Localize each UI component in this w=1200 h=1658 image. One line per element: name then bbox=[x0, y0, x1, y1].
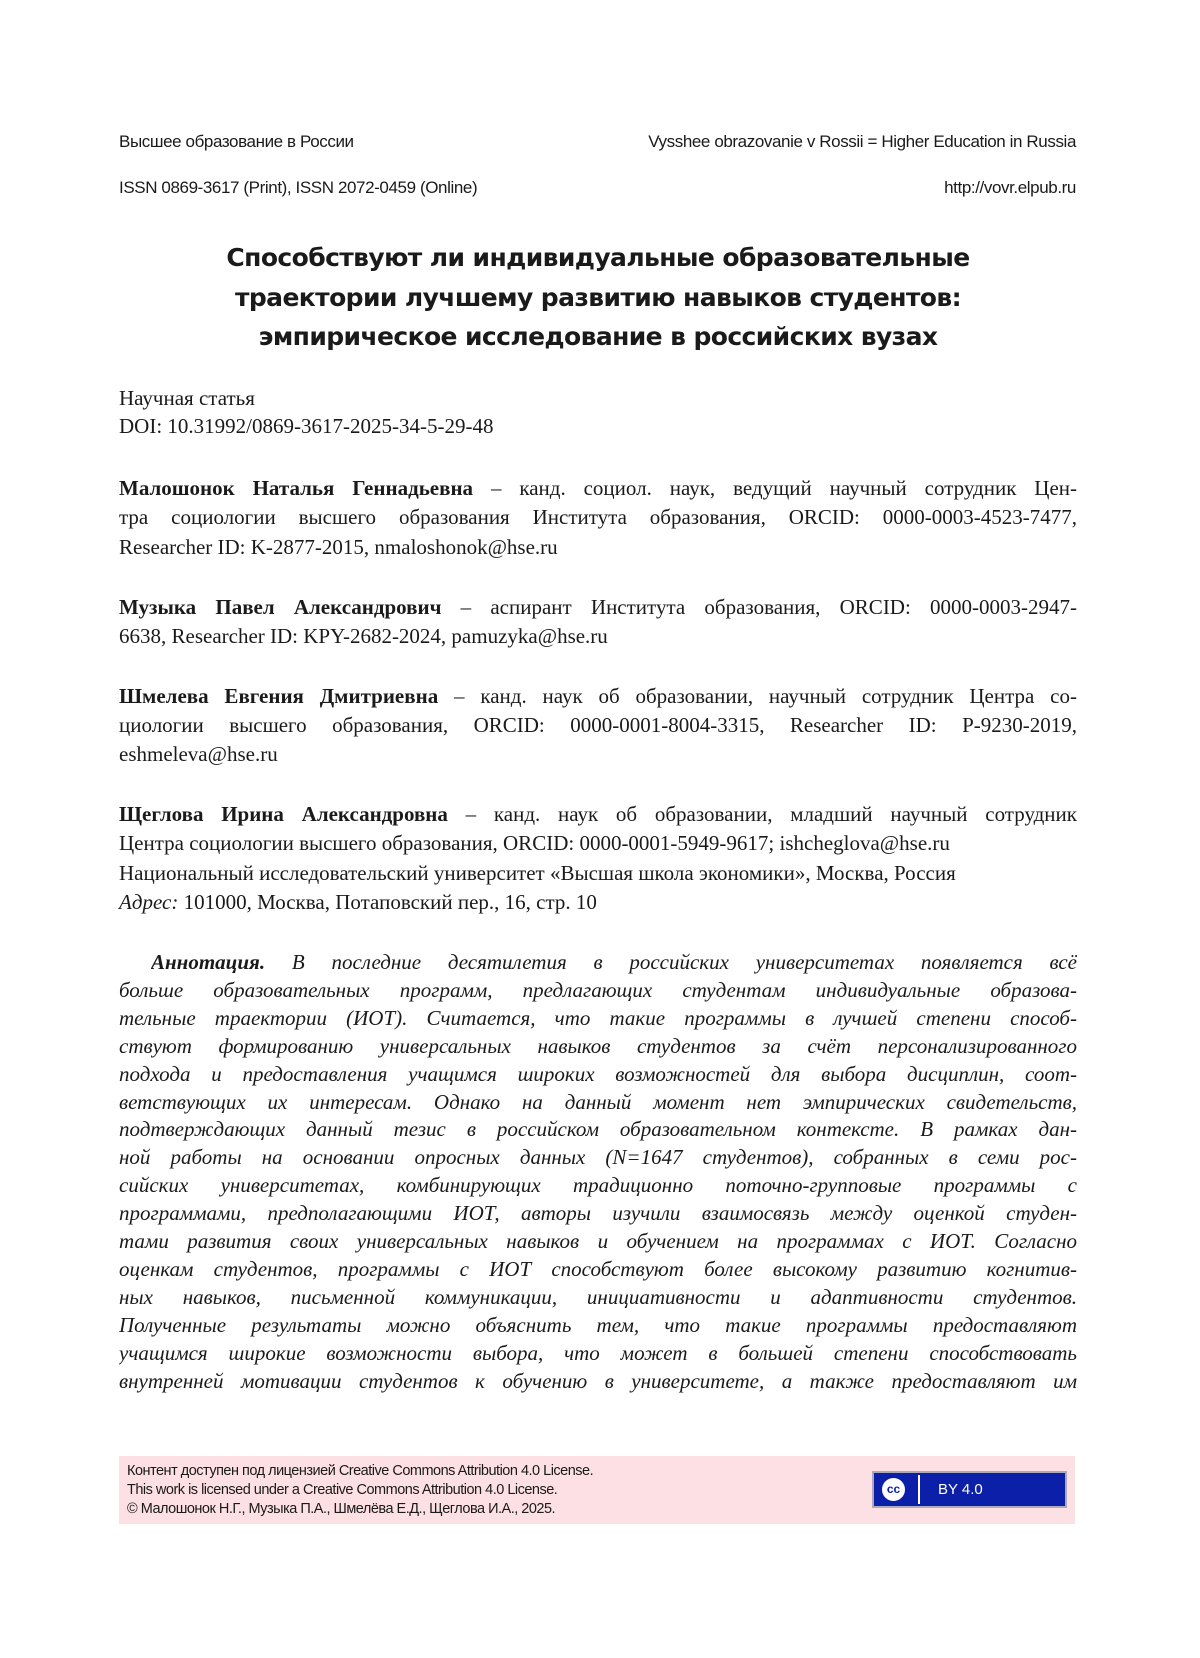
affiliation: Национальный исследовательский университет «Высшая школа экономики», Москва, Россия bbox=[119, 861, 956, 885]
author-line bbox=[119, 800, 1077, 828]
article-title-line: траектории лучшему развитию навыков студентов: bbox=[235, 283, 961, 312]
journal-url[interactable]: http://vovr.elpub.ru bbox=[944, 178, 1076, 197]
issn: ISSN 0869-3617 (Print), ISSN 2072-0459 (Online) bbox=[119, 178, 478, 197]
author-line: циологии высшего образования, ORCID: 0000-0001-8004-3315, Researcher ID: P-9230-2019, bbox=[119, 713, 1077, 737]
abstract-text: В последние десятилетия в российских университетах появляется всё bbox=[265, 950, 1077, 974]
abstract-line: Полученные результаты можно объяснить тем, что такие программы предоставляют bbox=[119, 1312, 1077, 1337]
author-info: – канд. наук об образовании, младший научный сотрудник bbox=[447, 802, 1077, 826]
abstract-line: ветствующих их интересам. Однако на данный момент нет эмпирических свидетельств, bbox=[119, 1089, 1077, 1114]
author-name: Музыка Павел Александрович bbox=[119, 595, 442, 619]
journal-title-en: Vysshee obrazovanie v Rossii = Higher Education in Russia bbox=[648, 132, 1076, 151]
abstract-line: внутренней мотивации студентов к обучению в университете, а также предоставляют им bbox=[119, 1368, 1077, 1393]
abstract-line: тельные траектории (ИОТ). Считается, что такие программы в лучшей степени способ- bbox=[119, 1005, 1077, 1030]
doi[interactable]: DOI: 10.31992/0869-3617-2025-34-5-29-48 bbox=[119, 414, 494, 438]
abstract-line: программами, предполагающими ИОТ, авторы изучили взаимосвязь между оценкой студен- bbox=[119, 1201, 1077, 1226]
author-line: Центра социологии высшего образования, ORCID: 0000-0001-5949-9617; ishcheglova@hse.ru bbox=[119, 831, 950, 855]
abstract-line: тами развития своих универсальных навыков и обучением на программах с ИОТ. Согласно bbox=[119, 1229, 1077, 1253]
author-name: Малошонок Наталья Геннадьевна bbox=[119, 476, 474, 500]
author-line: 6638, Researcher ID: KPY-2682-2024, pamuzyka@hse.ru bbox=[119, 624, 608, 648]
article-title-line: Способствуют ли индивидуальные образовательные bbox=[226, 243, 970, 272]
license-ru: Контент доступен под лицензией Creative Commons Attribution 4.0 License. bbox=[127, 1463, 594, 1479]
author-info: – канд. социол. наук, ведущий научный сотрудник Цен- bbox=[473, 476, 1077, 500]
cc-by-badge[interactable] bbox=[872, 1471, 1067, 1508]
author-line: тра социологии высшего образования Института образования, ORCID: 0000-0003-4523-7477, bbox=[119, 505, 1077, 529]
abstract-line: ных навыков, письменной коммуникации, инициативности и адаптивности студентов. bbox=[119, 1284, 1077, 1309]
badge-divider bbox=[918, 1475, 920, 1504]
author-info: – аспирант Института образования, ORCID: 0000-0003-2947- bbox=[441, 595, 1077, 619]
abstract-label: Аннотация. bbox=[151, 950, 266, 974]
author-line: Researcher ID: K-2877-2015, nmaloshonok@hse.ru bbox=[119, 535, 558, 559]
author-name: Щеглова Ирина Александровна bbox=[119, 802, 448, 826]
article-title-line: эмпирическое исследование в российских вузах bbox=[258, 322, 938, 351]
address bbox=[119, 888, 1077, 916]
abstract-line: оценкам студентов, программы с ИОТ способствуют более высокому развитию когнитив- bbox=[119, 1256, 1077, 1281]
abstract-line: ной работы на основании опросных данных (N=1647 студентов), собранных в семи рос- bbox=[119, 1145, 1077, 1170]
author-info: – канд. наук об образовании, научный сотрудник Центра со- bbox=[438, 684, 1077, 708]
address-label: Адрес: bbox=[119, 890, 179, 914]
abstract-line: подхода и предоставления учащимся широких возможностей для выбора дисциплин, соот- bbox=[119, 1061, 1077, 1086]
cc-icon: cc bbox=[880, 1476, 907, 1503]
abstract-line bbox=[151, 948, 1077, 976]
article-type: Научная статья bbox=[119, 386, 255, 410]
address-value: 101000, Москва, Потаповский пер., 16, стр. 10 bbox=[178, 890, 597, 914]
author-line bbox=[119, 474, 1077, 502]
journal-title-ru: Высшее образование в России bbox=[119, 132, 354, 151]
abstract-line: сийских университетах, комбинирующих традиционно поточно-групповые программы с bbox=[119, 1173, 1077, 1198]
license-en: This work is licensed under a Creative Commons Attribution 4.0 License. bbox=[127, 1482, 558, 1498]
badge-by-label: BY 4.0 bbox=[938, 1481, 983, 1498]
abstract-line: подтверждающих данный тезис в российском образовательном контексте. В рамках дан- bbox=[119, 1117, 1077, 1142]
author-line bbox=[119, 682, 1077, 710]
author-line: eshmeleva@hse.ru bbox=[119, 742, 278, 766]
copyright: © Малошонок Н.Г., Музыка П.А., Шмелёва Е.Д., Щеглова И.А., 2025. bbox=[127, 1501, 556, 1517]
abstract-line: учащимся широкие возможности выбора, что может в большей степени способствовать bbox=[119, 1340, 1077, 1365]
author-line bbox=[119, 593, 1077, 621]
abstract-line: больше образовательных программ, предлагающих студентам индивидуальные образова- bbox=[119, 977, 1077, 1002]
abstract-line: ствуют формированию универсальных навыков студентов за счёт персонализированного bbox=[119, 1033, 1077, 1058]
license-footer bbox=[119, 1456, 1075, 1524]
author-name: Шмелева Евгения Дмитриевна bbox=[119, 684, 439, 708]
